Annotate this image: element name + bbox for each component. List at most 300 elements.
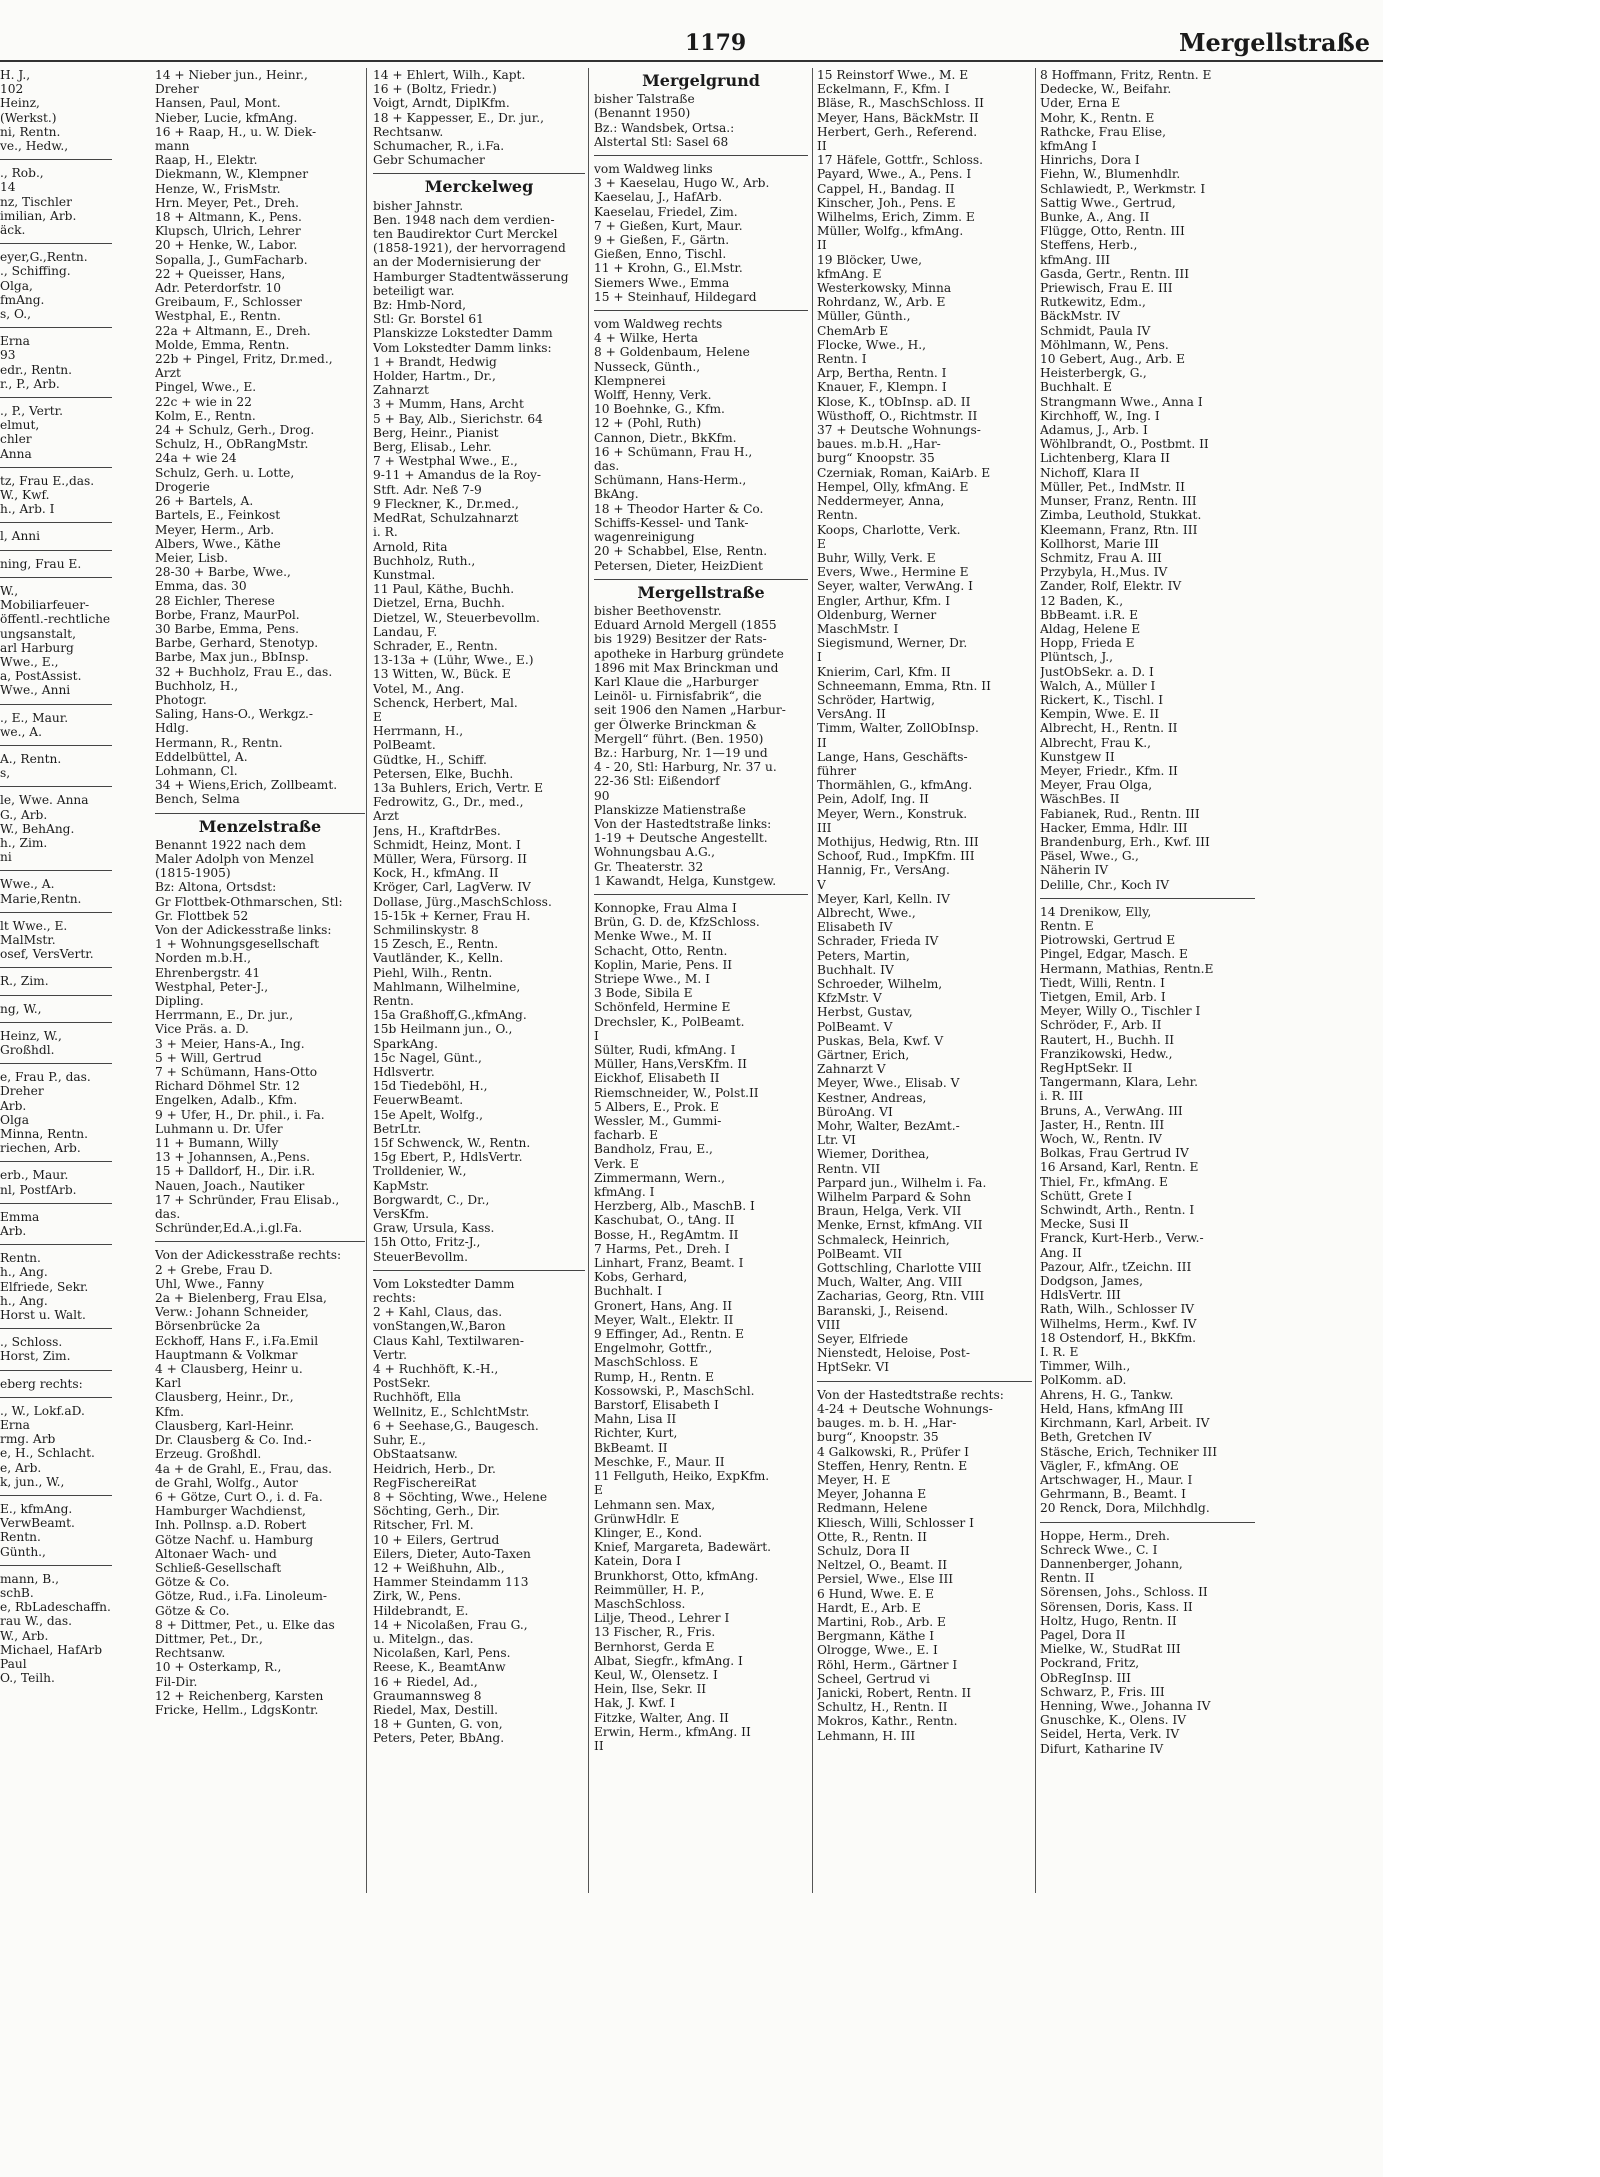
directory-entry: Schröder, F., Arb. II: [1040, 1018, 1162, 1033]
directory-entry: (1858-1921), der hervorragend: [373, 241, 566, 256]
directory-entry: Sopalla, J., GumFacharb.: [155, 252, 308, 267]
header-rule: [0, 60, 1383, 62]
directory-entry: Uhl, Wwe., Fanny: [155, 1276, 265, 1291]
directory-entry: Gr Flottbek-Othmarschen, Stl:: [155, 894, 343, 909]
directory-entry: 3 + Kaeselau, Hugo W., Arb.: [594, 176, 770, 191]
directory-entry: Vertr.: [373, 1347, 407, 1362]
directory-entry: 1-19 + Deutsche Angestellt.: [594, 831, 768, 846]
directory-entry: R., Zim.: [0, 974, 49, 989]
directory-entry: Kossowski, P., MaschSchl.: [594, 1383, 755, 1398]
section-separator: [0, 159, 112, 160]
directory-entry: 15a Graßhoff,G.,kfmAng.: [373, 1008, 527, 1023]
directory-entry: Linhart, Franz, Beamt. I: [594, 1256, 744, 1271]
directory-entry: 18 + Altmann, K., Pens.: [155, 210, 302, 225]
directory-entry: 4 + Ruchhöft, K.-H.,: [373, 1362, 499, 1377]
directory-entry: Sörensen, Johs., Schloss. II: [1040, 1585, 1208, 1600]
directory-entry: Hermann, R., Rentn.: [155, 735, 283, 750]
directory-entry: Marie,Rentn.: [0, 891, 82, 906]
directory-entry: Lichtenberg, Klara II: [1040, 451, 1170, 466]
directory-entry: rechts:: [373, 1291, 416, 1306]
directory-entry: Ahrens, H. G., Tankw.: [1040, 1387, 1174, 1402]
directory-entry: Von der Hastedtstraße links:: [594, 816, 772, 831]
directory-entry: 7 + Gießen, Kurt, Maur.: [594, 218, 743, 233]
directory-entry: Meyer, Karl, Kelln. IV: [817, 891, 950, 906]
directory-entry: Kaeselau, Friedel, Zim.: [594, 204, 738, 219]
directory-entry: Uder, Erna E: [1040, 96, 1121, 111]
directory-entry: seit 1906 den Namen „Harbur-: [594, 703, 786, 718]
directory-entry: nl, PostfArb.: [0, 1182, 77, 1197]
directory-entry: Schacht, Otto, Rentn.: [594, 943, 728, 958]
directory-entry: 102: [0, 82, 24, 97]
directory-entry: 3 + Meier, Hans-A., Ing.: [155, 1036, 305, 1051]
directory-entry: i. R. III: [1040, 1089, 1084, 1104]
directory-entry: BäckMstr. IV: [1040, 309, 1120, 324]
section-separator: [0, 1063, 112, 1064]
section-separator: [0, 522, 112, 523]
directory-entry: Janicki, Robert, Rentn. II: [817, 1685, 972, 1700]
section-separator: [0, 1565, 112, 1566]
directory-entry: Westphal, E., Rentn.: [155, 309, 281, 324]
directory-entry: Richard Döhmel Str. 12: [155, 1079, 301, 1094]
directory-entry: Kröger, Carl, LagVerw. IV: [373, 880, 531, 895]
directory-entry: Gronert, Hans, Ang. II: [594, 1298, 733, 1313]
directory-entry: 15 Reinstorf Wwe., M. E: [817, 68, 969, 82]
section-separator: [155, 813, 365, 814]
directory-entry: edr., Rentn.: [0, 362, 72, 377]
directory-entry: Maler Adolph von Menzel: [155, 851, 314, 866]
directory-entry: le, Wwe. Anna: [0, 793, 89, 808]
directory-entry: Seidel, Herta, Verk. IV: [1040, 1727, 1180, 1742]
directory-entry: Flocke, Wwe., H.,: [817, 337, 927, 352]
directory-entry: Gr. Flottbek 52: [155, 908, 249, 923]
directory-entry: 14 + Ehlert, Wilh., Kapt.: [373, 68, 526, 82]
directory-entry: Meier, Lisb.: [155, 550, 228, 565]
directory-entry: Eckhoff, Hans F., i.Fa.Emil: [155, 1333, 319, 1348]
directory-entry: osef, VersVertr.: [0, 947, 94, 962]
directory-entry: Kollhorst, Marie III: [1040, 536, 1159, 551]
directory-entry: ObRegInsp. III: [1040, 1670, 1131, 1685]
directory-entry: 11 + Krohn, G., El.Mstr.: [594, 261, 743, 276]
directory-entry: Oldenburg, Werner: [817, 607, 937, 622]
directory-entry: Hildebrandt, E.: [373, 1603, 469, 1618]
directory-entry: Piotrowski, Gertrud E: [1040, 933, 1176, 948]
directory-entry: Arnold, Rita: [373, 539, 448, 554]
directory-entry: Gr. Theaterstr. 32: [594, 859, 704, 874]
directory-entry: 9 Effinger, Ad., Rentn. E: [594, 1327, 745, 1342]
directory-entry: Petersen, Elke, Buchh.: [373, 766, 514, 781]
directory-entry: BbBeamt. i.R. E: [1040, 607, 1138, 622]
section-separator: [0, 1203, 112, 1204]
directory-entry: Leinöl- u. Firnisfabrik“, die: [594, 689, 762, 704]
directory-entry: 16 + Schümann, Frau H.,: [594, 444, 753, 459]
directory-entry: Eddelbüttel, A.: [155, 749, 248, 764]
directory-entry: 15-15k + Kerner, Frau H.: [373, 908, 531, 923]
directory-entry: e, Frau P., das.: [0, 1070, 91, 1085]
directory-entry: E: [817, 536, 826, 551]
directory-entry: RegFischereiRat: [373, 1475, 477, 1490]
directory-entry: Hempel, Olly, kfmAng. E: [817, 479, 969, 494]
directory-entry: 12 + Reichenberg, Karsten: [155, 1688, 324, 1703]
directory-entry: Bz.: Wandsbek, Ortsa.:: [594, 120, 735, 135]
directory-entry: Fil-Dir.: [155, 1674, 198, 1689]
directory-entry: G., Arb.: [0, 807, 48, 822]
directory-entry: ning, Frau E.: [0, 556, 82, 571]
directory-entry: Sattig Wwe., Gertrud,: [1040, 195, 1176, 210]
directory-entry: 13a Buhlers, Erich, Vertr. E: [373, 780, 544, 795]
directory-entry: Verk. E: [594, 1156, 639, 1171]
directory-entry: 15d Tiedeböhl, H.,: [373, 1079, 488, 1094]
directory-entry: Suhr, E.,: [373, 1433, 426, 1448]
directory-entry: 16 + Raap, H., u. W. Diek-: [155, 124, 317, 139]
directory-entry: 3 + Mumm, Hans, Archt: [373, 397, 524, 412]
directory-entry: Puskas, Bela, Kwf. V: [817, 1033, 944, 1048]
directory-entry: Bosse, H., RegAmtm. II: [594, 1227, 739, 1242]
directory-entry: Brandenburg, Erh., Kwf. III: [1040, 834, 1210, 849]
directory-entry: Kliesch, Willi, Schlosser I: [817, 1515, 974, 1530]
directory-entry: Dittmer, Pet., Dr.,: [155, 1631, 263, 1646]
directory-entry: Mecke, Susi II: [1040, 1217, 1129, 1232]
directory-entry: Menke, Ernst, kfmAng. VII: [817, 1218, 983, 1233]
directory-entry: Nusseck, Günth.,: [594, 359, 701, 374]
directory-entry: Konnopke, Frau Alma I: [594, 900, 737, 915]
directory-entry: Börsenbrücke 2a: [155, 1319, 261, 1334]
directory-entry: Fedrowitz, G., Dr., med.,: [373, 795, 524, 810]
section-separator: [373, 1270, 585, 1271]
directory-entry: I: [594, 1028, 599, 1043]
directory-entry: Erwin, Herm., kfmAng. II: [594, 1724, 751, 1739]
directory-entry: Nienstedt, Heloise, Post-: [817, 1346, 970, 1361]
directory-entry: Eduard Arnold Mergell (1855: [594, 618, 777, 633]
directory-entry: SparkAng.: [373, 1036, 438, 1051]
directory-entry: arl Harburg: [0, 640, 74, 655]
directory-entry: Walch, A., Müller I: [1040, 678, 1156, 693]
directory-entry: Evers, Wwe., Hermine E: [817, 565, 969, 580]
directory-entry: Siegismund, Werner, Dr.: [817, 636, 968, 651]
directory-entry: 5 + Bay, Alb., Sierichstr. 64: [373, 411, 543, 426]
directory-entry: Jaster, H., Rentn. III: [1040, 1117, 1165, 1132]
directory-entry: Von der Adickesstraße rechts:: [155, 1248, 342, 1263]
directory-entry: 24a + wie 24: [155, 451, 237, 466]
section-separator: [0, 467, 112, 468]
directory-entry: erb., Maur.: [0, 1168, 69, 1183]
directory-entry: Fiehn, W., Blumenhdlr.: [1040, 167, 1181, 182]
directory-entry: E: [594, 1483, 603, 1498]
directory-entry: Schmaleck, Heinrich,: [817, 1232, 950, 1247]
directory-entry: Erna: [0, 334, 30, 349]
directory-entry: III: [817, 820, 832, 835]
directory-entry: Schumacher, R., i.Fa.: [373, 139, 505, 154]
directory-entry: Schründer,Ed.A.,i.gl.Fa.: [155, 1221, 303, 1236]
directory-entry: Hoppe, Herm., Dreh.: [1040, 1528, 1170, 1543]
directory-entry: Schlawiedt, P., Werkmstr. I: [1040, 181, 1206, 196]
directory-entry: Riemschneider, W., Polst.II: [594, 1085, 759, 1100]
directory-entry: II: [817, 139, 827, 154]
directory-entry: Arb.: [0, 1098, 27, 1113]
directory-entry: Schrader, E., Rentn.: [373, 638, 498, 653]
directory-entry: 22c + wie in 22: [155, 394, 252, 409]
directory-entry: Dreher: [155, 82, 199, 97]
directory-entry: Engelken, Adalb., Kfm.: [155, 1093, 298, 1108]
directory-entry: KapMstr.: [373, 1178, 430, 1193]
section-separator: [594, 894, 808, 895]
directory-entry: Barbe, Gerhard, Stenotyp.: [155, 636, 319, 651]
directory-entry: Czerniak, Roman, KaiArb. E: [817, 465, 991, 480]
section-separator: [0, 1244, 112, 1245]
directory-entry: Delille, Chr., Koch IV: [1040, 877, 1170, 892]
directory-entry: Vice Präs. a. D.: [155, 1022, 249, 1037]
directory-entry: Drechsler, K., PolBeamt.: [594, 1014, 745, 1029]
directory-entry: 7 + Schümann, Hans-Otto: [155, 1065, 318, 1080]
directory-entry: kfmAng. III: [1040, 252, 1111, 267]
section-separator: [0, 870, 112, 871]
street-heading: Merckelweg: [424, 177, 534, 197]
directory-entry: Müller, Pet., IndMstr. II: [1040, 479, 1185, 494]
directory-entry: Sülter, Rudi, kfmAng. I: [594, 1043, 736, 1057]
directory-entry: Rautert, H., Buchh. II: [1040, 1032, 1175, 1047]
directory-entry: 6 Hund, Wwe. E. E: [817, 1586, 934, 1601]
directory-entry: I. R. E: [1040, 1345, 1079, 1360]
directory-entry: MalMstr.: [0, 932, 56, 947]
directory-entry: e, RbLadeschaffn.: [0, 1600, 111, 1615]
directory-entry: VerwBeamt.: [0, 1516, 75, 1531]
directory-entry: Schmitz, Frau A. III: [1040, 550, 1162, 565]
directory-entry: mann, B.,: [0, 1571, 59, 1586]
directory-entry: Henning, Wwe., Johanna IV: [1040, 1698, 1211, 1713]
directory-entry: Much, Walter, Ang. VIII: [817, 1275, 963, 1290]
directory-entry: Hopp, Frieda E: [1040, 636, 1135, 651]
directory-entry: Müller, Wolfg., kfmAng.: [817, 224, 964, 239]
directory-entry: Zimba, Leuthold, Stukkat.: [1040, 508, 1202, 523]
directory-entry: Ruchhöft, Ella: [373, 1390, 462, 1405]
directory-entry: PolBeamt. V: [817, 1019, 893, 1034]
directory-entry: H. J.,: [0, 68, 31, 82]
directory-entry: BüroAng. VI: [817, 1104, 893, 1119]
directory-entry: Paul: [0, 1657, 27, 1672]
directory-entry: Barstorf, Elisabeth I: [594, 1398, 719, 1413]
directory-entry: Brunkhorst, Otto, kfmAng.: [594, 1568, 759, 1583]
directory-entry: chler: [0, 432, 32, 447]
section-separator: [594, 310, 808, 311]
directory-entry: 15g Ebert, P., HdlsVertr.: [373, 1150, 523, 1165]
directory-entry: Richter, Kurt,: [594, 1426, 678, 1441]
directory-entry: Horst u. Walt.: [0, 1308, 86, 1323]
directory-entry: wagenreinigung: [594, 530, 695, 545]
directory-entry: 2 + Kahl, Claus, das.: [373, 1305, 503, 1320]
directory-entry: Rump, H., Rentn. E: [594, 1369, 715, 1384]
directory-entry: Götze Nachf. u. Hamburg: [155, 1532, 314, 1547]
directory-entry: Knauer, F., Klempn. I: [817, 380, 947, 395]
column-2: [373, 68, 585, 1746]
directory-entry: Albrecht, H., Rentn. II: [1040, 721, 1178, 736]
directory-entry: 24 + Schulz, Gerh., Drog.: [155, 423, 315, 438]
directory-entry: Schütt, Grete I: [1040, 1188, 1132, 1203]
directory-entry: Hamburger Stadtentwässerung: [373, 269, 569, 284]
directory-entry: Bandholz, Frau, E.,: [594, 1142, 713, 1157]
directory-entry: Bz: Hmb-Nord,: [373, 298, 466, 313]
directory-entry: Kestner, Andreas,: [817, 1090, 927, 1105]
directory-entry: nz, Tischler: [0, 194, 72, 209]
directory-entry: Berg, Elisab., Lehr.: [373, 440, 492, 455]
directory-entry: Nauen, Joach., Nautiker: [155, 1178, 305, 1193]
directory-entry: Strangmann Wwe., Anna I: [1040, 394, 1203, 409]
directory-entry: ., Schiffing.: [0, 264, 71, 279]
directory-entry: V: [817, 877, 826, 892]
directory-entry: HptSekr. VI: [817, 1360, 890, 1375]
directory-entry: Nichoff, Klara II: [1040, 465, 1140, 480]
section-separator: [0, 967, 112, 968]
directory-entry: Westerkowsky, Minna: [817, 281, 952, 296]
directory-entry: Seyer, Elfriede: [817, 1332, 909, 1347]
directory-entry: Rutkewitz, Edm.,: [1040, 295, 1146, 310]
directory-entry: lt Wwe., E.: [0, 918, 68, 933]
directory-entry: Müller, Günth.,: [817, 309, 911, 324]
directory-entry: Przybyla, H.,Mus. IV: [1040, 565, 1168, 580]
directory-entry: Hak, J. Kwf. I: [594, 1696, 675, 1711]
directory-entry: eberg rechts:: [0, 1376, 83, 1391]
directory-entry: Diekmann, W., Klempner: [155, 167, 309, 182]
directory-entry: ObStaatsanw.: [373, 1447, 458, 1462]
directory-entry: Hacker, Emma, Hdlr. III: [1040, 820, 1188, 835]
directory-entry: 8 + Söchting, Wwe., Helene: [373, 1489, 548, 1504]
directory-entry: Olga,: [0, 278, 33, 293]
directory-entry: W., Kwf.: [0, 488, 50, 503]
directory-entry: bis 1929) Besitzer der Rats-: [594, 632, 767, 647]
directory-entry: 9 + Ufer, H., Dr. phil., i. Fa.: [155, 1107, 325, 1122]
directory-entry: VersKfm.: [373, 1207, 430, 1222]
directory-entry: Norden m.b.H.,: [155, 951, 252, 966]
directory-entry: Ang. II: [1040, 1245, 1082, 1260]
directory-entry: 11 Fellguth, Heiko, ExpKfm.: [594, 1469, 770, 1484]
directory-entry: 6 + Seehase,G., Baugesch.: [373, 1418, 539, 1433]
directory-entry: Arzt: [155, 366, 181, 381]
directory-entry: Elisabeth IV: [817, 920, 893, 935]
directory-entry: Bernhorst, Gerda E: [594, 1639, 715, 1654]
directory-entry: Mahn, Lisa II: [594, 1412, 677, 1427]
directory-entry: 34 + Wiens,Erich, Zollbeamt.: [155, 778, 338, 793]
directory-entry: vom Waldweg links: [594, 162, 713, 177]
directory-entry: 15b Heilmann jun., O.,: [373, 1022, 513, 1037]
directory-entry: Klose, K., tObInsp. aD. II: [817, 394, 971, 409]
directory-entry: 11 + Bumann, Willy: [155, 1136, 279, 1151]
page-number: 1179: [685, 30, 747, 56]
directory-entry: Buchholz, H.,: [155, 678, 239, 693]
directory-entry: 4 + Wilke, Herta: [594, 331, 698, 346]
directory-entry: Kunstmal.: [373, 567, 436, 582]
directory-entry: ni: [0, 850, 12, 865]
section-separator: [0, 912, 112, 913]
directory-entry: Baranski, J., Reisend.: [817, 1303, 949, 1318]
directory-entry: Difurt, Katharine IV: [1040, 1741, 1164, 1756]
directory-entry: Müller, Hans,VersKfm. II: [594, 1057, 747, 1072]
directory-entry: Von der Hastedtstraße rechts:: [817, 1387, 1004, 1402]
directory-entry: Rentn. E: [1040, 918, 1094, 933]
directory-entry: Timm, Walter, ZollObInsp.: [817, 721, 979, 736]
running-head: Mergellstraße: [1178, 28, 1370, 57]
directory-entry: 12 Baden, K.,: [1040, 593, 1124, 608]
directory-entry: Wessler, M., Gummi-: [594, 1114, 722, 1129]
directory-entry: Katein, Dora I: [594, 1554, 681, 1569]
directory-entry: Olga: [0, 1112, 29, 1127]
directory-entry: Müller, Wera, Fürsorg. II: [373, 851, 527, 866]
directory-entry: Kleemann, Franz, Rtn. III: [1040, 522, 1198, 537]
directory-entry: Bruns, A., VerwAng. III: [1040, 1103, 1183, 1118]
directory-entry: Vautländer, K., Kelln.: [373, 951, 504, 966]
directory-entry: Schultz, H., Rentn. II: [817, 1700, 948, 1715]
directory-entry: KfzMstr. V: [817, 991, 882, 1006]
directory-entry: Elfriede, Sekr.: [0, 1279, 89, 1294]
directory-entry: Greibaum, F., Schlosser: [155, 295, 302, 310]
directory-entry: Engler, Arthur, Kfm. I: [817, 593, 951, 608]
section-separator: [0, 327, 112, 328]
directory-entry: Clausberg, Karl-Heinr.: [155, 1418, 295, 1433]
directory-entry: Kunstgew II: [1040, 749, 1115, 764]
section-separator: [373, 173, 585, 174]
directory-entry: Erna: [0, 1418, 30, 1433]
directory-entry: Stl: Gr. Borstel 61: [373, 312, 484, 327]
directory-entry: 2 + Grebe, Frau D.: [155, 1262, 273, 1277]
directory-entry: Tangermann, Klara, Lehr.: [1040, 1075, 1199, 1090]
directory-entry: Schmidt, Heinz, Mont. I: [373, 837, 521, 852]
directory-entry: Hdlsvertr.: [373, 1065, 435, 1080]
directory-entry: Klupsch, Ulrich, Lehrer: [155, 224, 301, 239]
directory-entry: Borbe, Franz, MaurPol.: [155, 607, 300, 622]
directory-entry: Kfm.: [155, 1404, 185, 1419]
directory-entry: Holtz, Hugo, Rentn. II: [1040, 1613, 1177, 1628]
directory-entry: Wwe., E.,: [0, 654, 59, 669]
directory-entry: Herbert, Gerh., Referend.: [817, 124, 978, 139]
directory-entry: 37 + Deutsche Wohnungs-: [817, 423, 981, 438]
directory-entry: Heisterbergk, G.,: [1040, 366, 1147, 381]
directory-entry: 15 Zesch, E., Rentn.: [373, 937, 499, 952]
directory-entry: ., Schloss.: [0, 1335, 63, 1350]
directory-entry: Stäsche, Erich, Techniker III: [1040, 1444, 1218, 1459]
directory-entry: 7 + Westphal Wwe., E.,: [373, 454, 518, 469]
directory-entry: Schümann, Hans-Herm.,: [594, 473, 747, 488]
directory-entry: Keul, W., Olensetz. I: [594, 1667, 718, 1682]
directory-entry: Wolff, Henny, Verk.: [594, 388, 712, 403]
directory-entry: Großhdl.: [0, 1042, 55, 1057]
directory-entry: Schiffs-Kessel- und Tank-: [594, 515, 749, 530]
directory-entry: Meyer, Frau Olga,: [1040, 778, 1153, 793]
directory-entry: Karl: [155, 1376, 182, 1391]
directory-entry: Rentn.: [0, 1251, 41, 1266]
column-1: [155, 68, 365, 1717]
directory-entry: h., Ang.: [0, 1293, 48, 1308]
directory-entry: Pingel, Wwe., E.: [155, 380, 257, 395]
directory-entry: Altonaer Wach- und: [155, 1546, 277, 1561]
directory-entry: Thormählen, G., kfmAng.: [817, 778, 973, 793]
directory-entry: Reimmüller, H. P.,: [594, 1582, 705, 1597]
directory-entry: 13-13a + (Lühr, Wwe., E.): [373, 653, 534, 668]
directory-entry: 16 Arsand, Karl, Rentn. E: [1040, 1160, 1199, 1175]
section-separator: [155, 1241, 365, 1242]
directory-entry: 4 Galkowski, R., Prüfer I: [817, 1444, 969, 1459]
directory-entry: Planskizze Matienstraße: [594, 802, 746, 817]
directory-entry: führer: [817, 763, 857, 778]
directory-entry: Voigt, Arndt, DiplKfm.: [373, 96, 510, 111]
directory-entry: Graw, Ursula, Kass.: [373, 1221, 495, 1236]
directory-entry: Hrn. Meyer, Pet., Dreh.: [155, 195, 299, 210]
directory-entry: Emma, das. 30: [155, 579, 247, 594]
directory-entry: 14 + Nicolaßen, Frau G.,: [373, 1617, 528, 1632]
directory-entry: an der Modernisierung der: [373, 255, 541, 270]
directory-entry: 3 Bode, Sibila E: [594, 986, 693, 1001]
directory-entry: Rathcke, Frau Elise,: [1040, 124, 1166, 139]
directory-entry: Minna, Rentn.: [0, 1126, 88, 1141]
directory-entry: Bz.: Harburg, Nr. 1—19 und: [594, 745, 768, 760]
directory-entry: II: [817, 238, 827, 253]
directory-entry: 26 + Bartels, A.: [155, 494, 254, 509]
